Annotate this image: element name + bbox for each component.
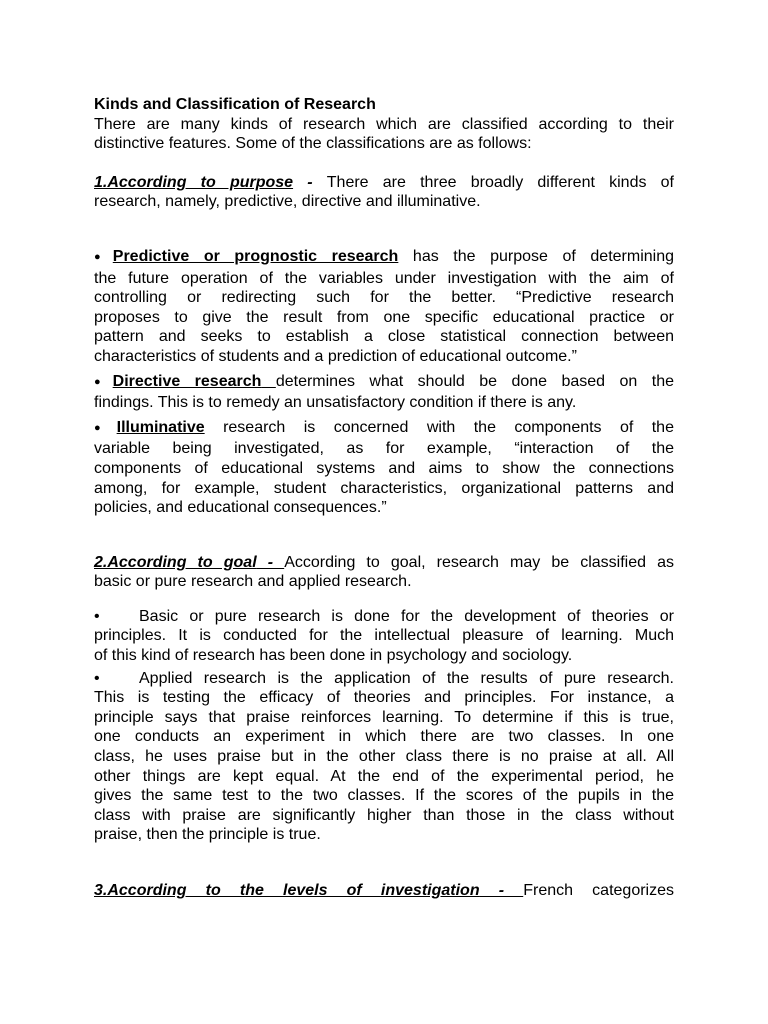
basic-text-1: Basic or pure research is done for the development of theories or — [139, 607, 674, 625]
directive-line-2: findings. This is to remedy an unsatisfactory condition if there is any. — [94, 394, 577, 412]
document-page — [94, 95, 674, 901]
bullet-icon: ● — [94, 375, 111, 388]
bullet-icon: • — [94, 607, 100, 625]
applied-line-4: one conducts an experiment in which there are two classes. In one — [94, 728, 674, 746]
section3-text-1: French categorizes — [523, 882, 675, 899]
illuminative-line-1 — [94, 418, 674, 440]
applied-line-9: praise, then the principle is true. — [94, 826, 321, 844]
basic-line-1 — [94, 607, 674, 627]
intro-line-2: distinctive features. Some of the classifications are as follows: — [94, 135, 532, 153]
bullet-icon: • — [94, 669, 100, 687]
basic-line-3: of this kind of research has been done in psychology and sociology. — [94, 647, 573, 665]
section1-text-1: There are three broadly different kinds of — [326, 173, 675, 191]
illuminative-line-5: policies, and educational consequences.” — [94, 499, 387, 517]
section1-dash: - — [293, 173, 327, 191]
intro-line-1: There are many kinds of research which are classified according to their — [94, 115, 674, 133]
illuminative-line-3: components of educational systems and aims to show the connections — [94, 459, 674, 477]
section3-line-1 — [94, 881, 674, 901]
section3-title: 3.According to the levels of investigation — [94, 882, 480, 899]
predictive-line-2: the future operation of the variables under investigation with the aim of — [94, 269, 674, 287]
directive-text-1: determines what should be done based on the — [275, 372, 674, 390]
illuminative-text-1: research is concerned with the components of the — [223, 418, 674, 436]
applied-line-7: gives the same test to the two classes. If the scores of the pupils in the — [94, 787, 674, 805]
directive-term: Directive research — [112, 372, 262, 390]
applied-line-8: class with praise are significantly higher than those in the class without — [94, 806, 674, 824]
directive-line-1 — [94, 372, 674, 394]
applied-line-2: This is testing the efficacy of theories and principles. For instance, a — [94, 689, 674, 707]
basic-line-2: principles. It is conducted for the intellectual pleasure of learning. Much — [94, 627, 674, 645]
section2-text-1: According to goal, research may be classified as — [284, 553, 675, 571]
bullet-icon: ● — [94, 250, 111, 263]
section1-title: 1.According to purpose — [94, 173, 294, 191]
section2-line-2: basic or pure research and applied research. — [94, 573, 412, 591]
section2-title: 2.According to goal — [94, 553, 257, 571]
applied-line-1 — [94, 669, 674, 689]
applied-line-6: other things are kept equal. At the end of the experimental period, he — [94, 767, 674, 785]
illuminative-term: Illuminative — [116, 418, 205, 436]
section3-dash: - — [479, 882, 524, 899]
section2-line-1 — [94, 553, 674, 573]
document-heading: Kinds and Classification of Research — [94, 96, 376, 113]
applied-line-3: principle says that praise reinforces learning. To determine if this is true, — [94, 708, 674, 726]
predictive-line-1 — [94, 247, 674, 269]
section1-line-1 — [94, 173, 674, 193]
predictive-line-5: pattern and seeks to establish a close statistical connection between — [94, 328, 674, 346]
predictive-term: Predictive or prognostic research — [112, 247, 399, 265]
predictive-text-1: has the purpose of determining — [412, 247, 674, 265]
predictive-line-4: proposes to give the result from one specific educational practice or — [94, 308, 674, 326]
illuminative-line-4: among, for example, student characteristics, organizational patterns and — [94, 479, 674, 497]
section1-line-2: research, namely, predictive, directive and illuminative. — [94, 193, 481, 211]
predictive-line-3: controlling or redirecting such for the better. “Predictive research — [94, 289, 674, 307]
bullet-icon: ● — [94, 421, 115, 434]
section2-dash: - — [256, 553, 285, 571]
applied-line-5: class, he uses praise but in the other class there is no praise at all. All — [94, 748, 674, 766]
illuminative-line-2: variable being investigated, as for example, “interaction of the — [94, 440, 674, 458]
applied-text-1: Applied research is the application of the results of pure research. — [139, 669, 674, 687]
predictive-line-6: characteristics of students and a prediction of educational outcome.” — [94, 347, 577, 365]
